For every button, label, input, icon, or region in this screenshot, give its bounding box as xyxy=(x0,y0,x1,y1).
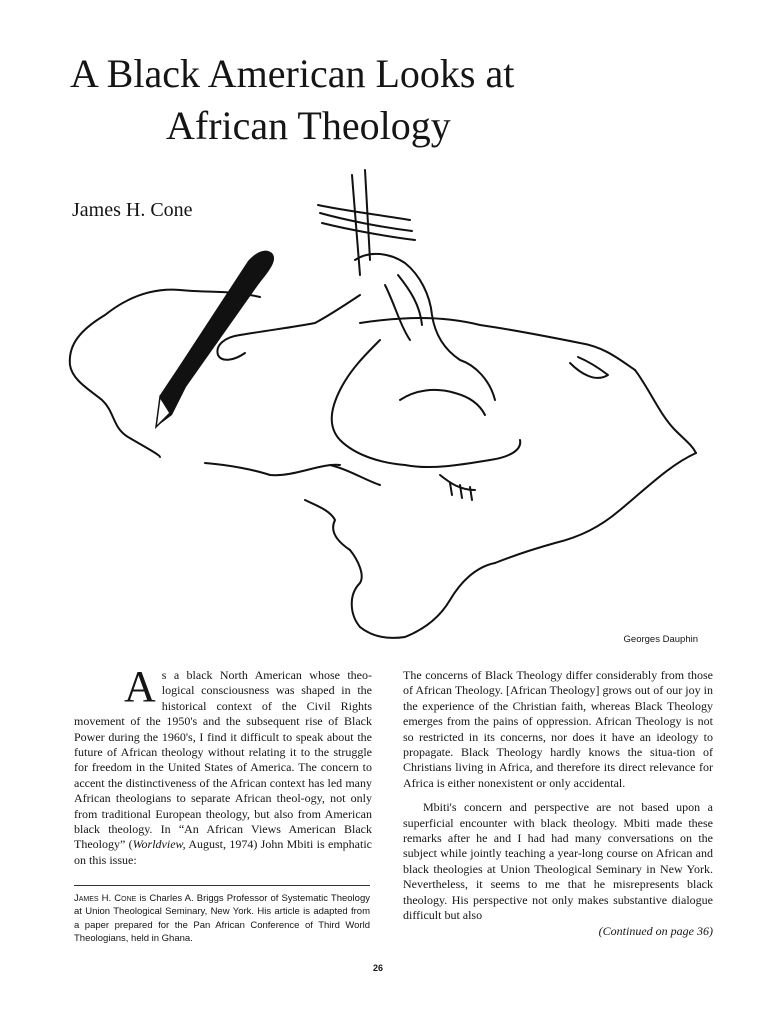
paragraph-text-end: August, 1974) John Mbiti is emphatic on this issue: xyxy=(74,837,372,867)
worldview-citation: Worldview, xyxy=(132,837,186,852)
mbiti-quote: The concerns of Black Theology differ considerably from those of African Theology. [African Theology] grows out of our joy in the experience of the Christian faith, whereas Black Theology emerges from the pains of oppression. African Theology is not so restricted in its concerns, nor does it have an ideology to propagate. Black Theology hardly knows the situa-tion of Christians living in Africa, and therefore its direct relevance for Africa is either nonexistent or only accidental. xyxy=(403,668,713,790)
article-title xyxy=(70,48,730,152)
author-byline: James H. Cone xyxy=(72,199,193,221)
figure-writing-map-of-africa-illustration xyxy=(60,165,710,645)
bio-divider xyxy=(74,885,370,886)
title-line-1: A Black American Looks at xyxy=(70,51,515,96)
paragraph-text: s a black North American whose theo-logical consciousness was shaped in the historical context of the Civil Rights movement of the 1950's and the subsequent rise of Black Power during the 1960's, I find it difficult to speak about the future of African theology without relating it to the struggle for freedom in the United States of America. The concern to accent the distinctiveness of the African context has led many African theologians to separate African theol-ogy, not only from traditional European theology, but also from American black theology. In “An African Views American Black Theology” ( xyxy=(74,668,372,852)
page-number: 26 xyxy=(373,963,384,973)
bio-text: is Charles A. Briggs Professor of Systematic Theology at Union Theological Seminary, New York. His article is adapted from a paper prepared for the Pan African Conference of Third World Theologians, held in Ghana. xyxy=(74,893,370,945)
drop-cap: A xyxy=(124,662,156,711)
right-column xyxy=(403,668,713,939)
bio-author-name: James H. Cone xyxy=(74,893,137,904)
author-bio xyxy=(74,892,370,946)
continued-notice: (Continued on page 36) xyxy=(598,923,713,938)
body-paragraph: Mbiti's concern and perspective are not based upon a superficial encounter with black theology. Mbiti made these remarks after he and I had had many conversations on the subject while jointly teaching a year-long course on African and black theologies at Union Theological Seminary in New York. Nevertheless, it seems to me that he misrepresents black theology. His perspective not only makes substantive dialogue difficult but also xyxy=(403,800,713,923)
left-column xyxy=(74,662,372,868)
illustration-credit: Georges Dauphin xyxy=(623,634,698,645)
title-line-2: African Theology xyxy=(166,103,451,148)
opening-paragraph xyxy=(74,662,372,868)
